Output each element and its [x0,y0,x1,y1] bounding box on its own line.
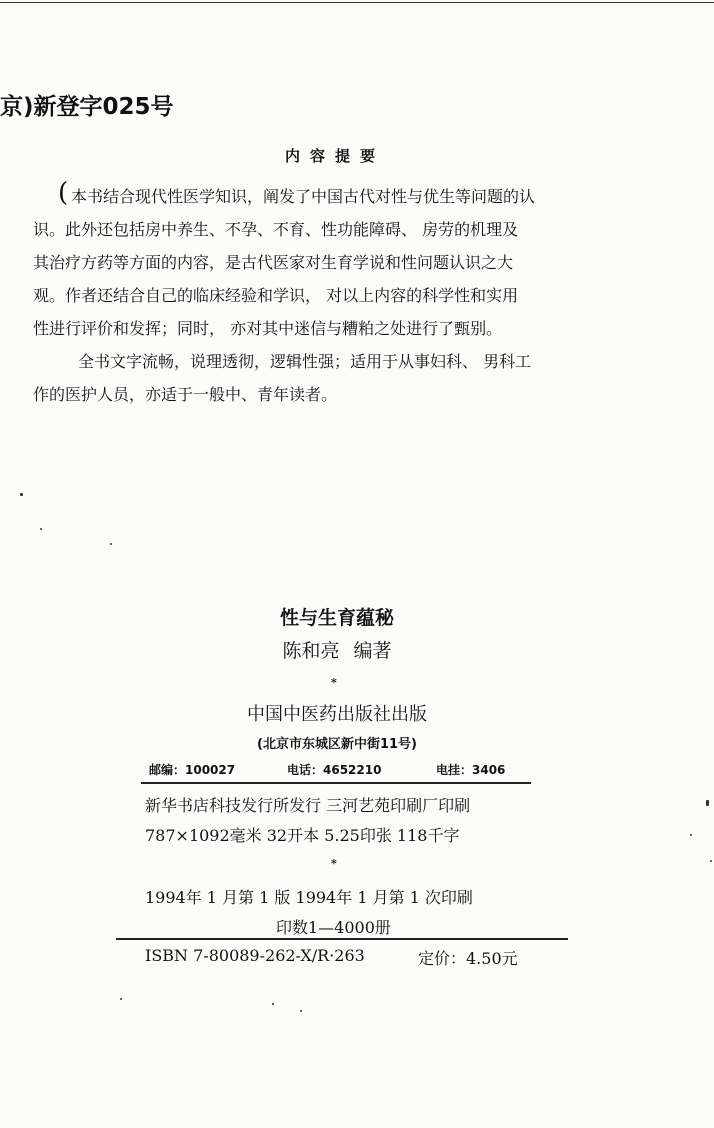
registration-number: 京)新登字025号 [0,94,174,120]
summary-line: 其治疗方药等方面的内容，是古代医家对生育学说和性问题认识之大 [33,253,514,272]
publisher-address: (北京市东城区新中街11号) [257,737,417,752]
distribution-line: 新华书店科技发行所发行 三河艺苑印刷厂印刷 [145,796,471,815]
print-run: 印数1—4000册 [276,918,391,937]
separator-mark: * [331,676,337,689]
book-title: 性与生育蕴秘 [279,607,394,629]
summary-line: 全书文字流畅，说理透彻，逻辑性强；适用于从事妇科、 男科工 [78,352,532,371]
imprint-rule-top [141,782,531,784]
postcode: 邮编：100027 [149,763,236,777]
imprint-rule-bottom [116,938,568,940]
summary-line: 识。此外还包括房中养生、不孕、不育、性功能障碍、 房劳的机理及 [33,220,519,239]
summary-line: 观。作者还结合自己的临床经验和学识， 对以上内容的科学性和实用 [33,286,519,305]
separator-mark: * [331,857,337,870]
price: 定价：4.50元 [418,949,518,968]
telex: 电挂：3406 [436,763,506,777]
summary-heading: 内容提要 [284,147,385,165]
summary-text [33,180,633,411]
book-author: 陈和亮 编著 [282,640,392,662]
format-line: 787×1092毫米 32开本 5.25印张 118千字 [145,826,460,845]
handwritten-bracket-mark: ( [58,178,69,208]
publisher: 中国中医药出版社出版 [247,704,427,725]
summary-line: 作的医护人员，亦适于一般中、青年读者。 [33,385,338,404]
summary-line: 本书结合现代性医学知识，阐发了中国古代对性与优生等问题的认 [71,187,536,206]
edition-line: 1994年 1 月第 1 版 1994年 1 月第 1 次印刷 [145,888,473,907]
summary-line: 性进行评价和发挥；同时， 亦对其中迷信与糟粕之处进行了甄别。 [33,319,503,338]
top-border-rule [0,2,714,3]
isbn: ISBN 7-80089-262-X/R·263 [145,946,365,965]
phone: 电话：4652210 [287,763,382,777]
